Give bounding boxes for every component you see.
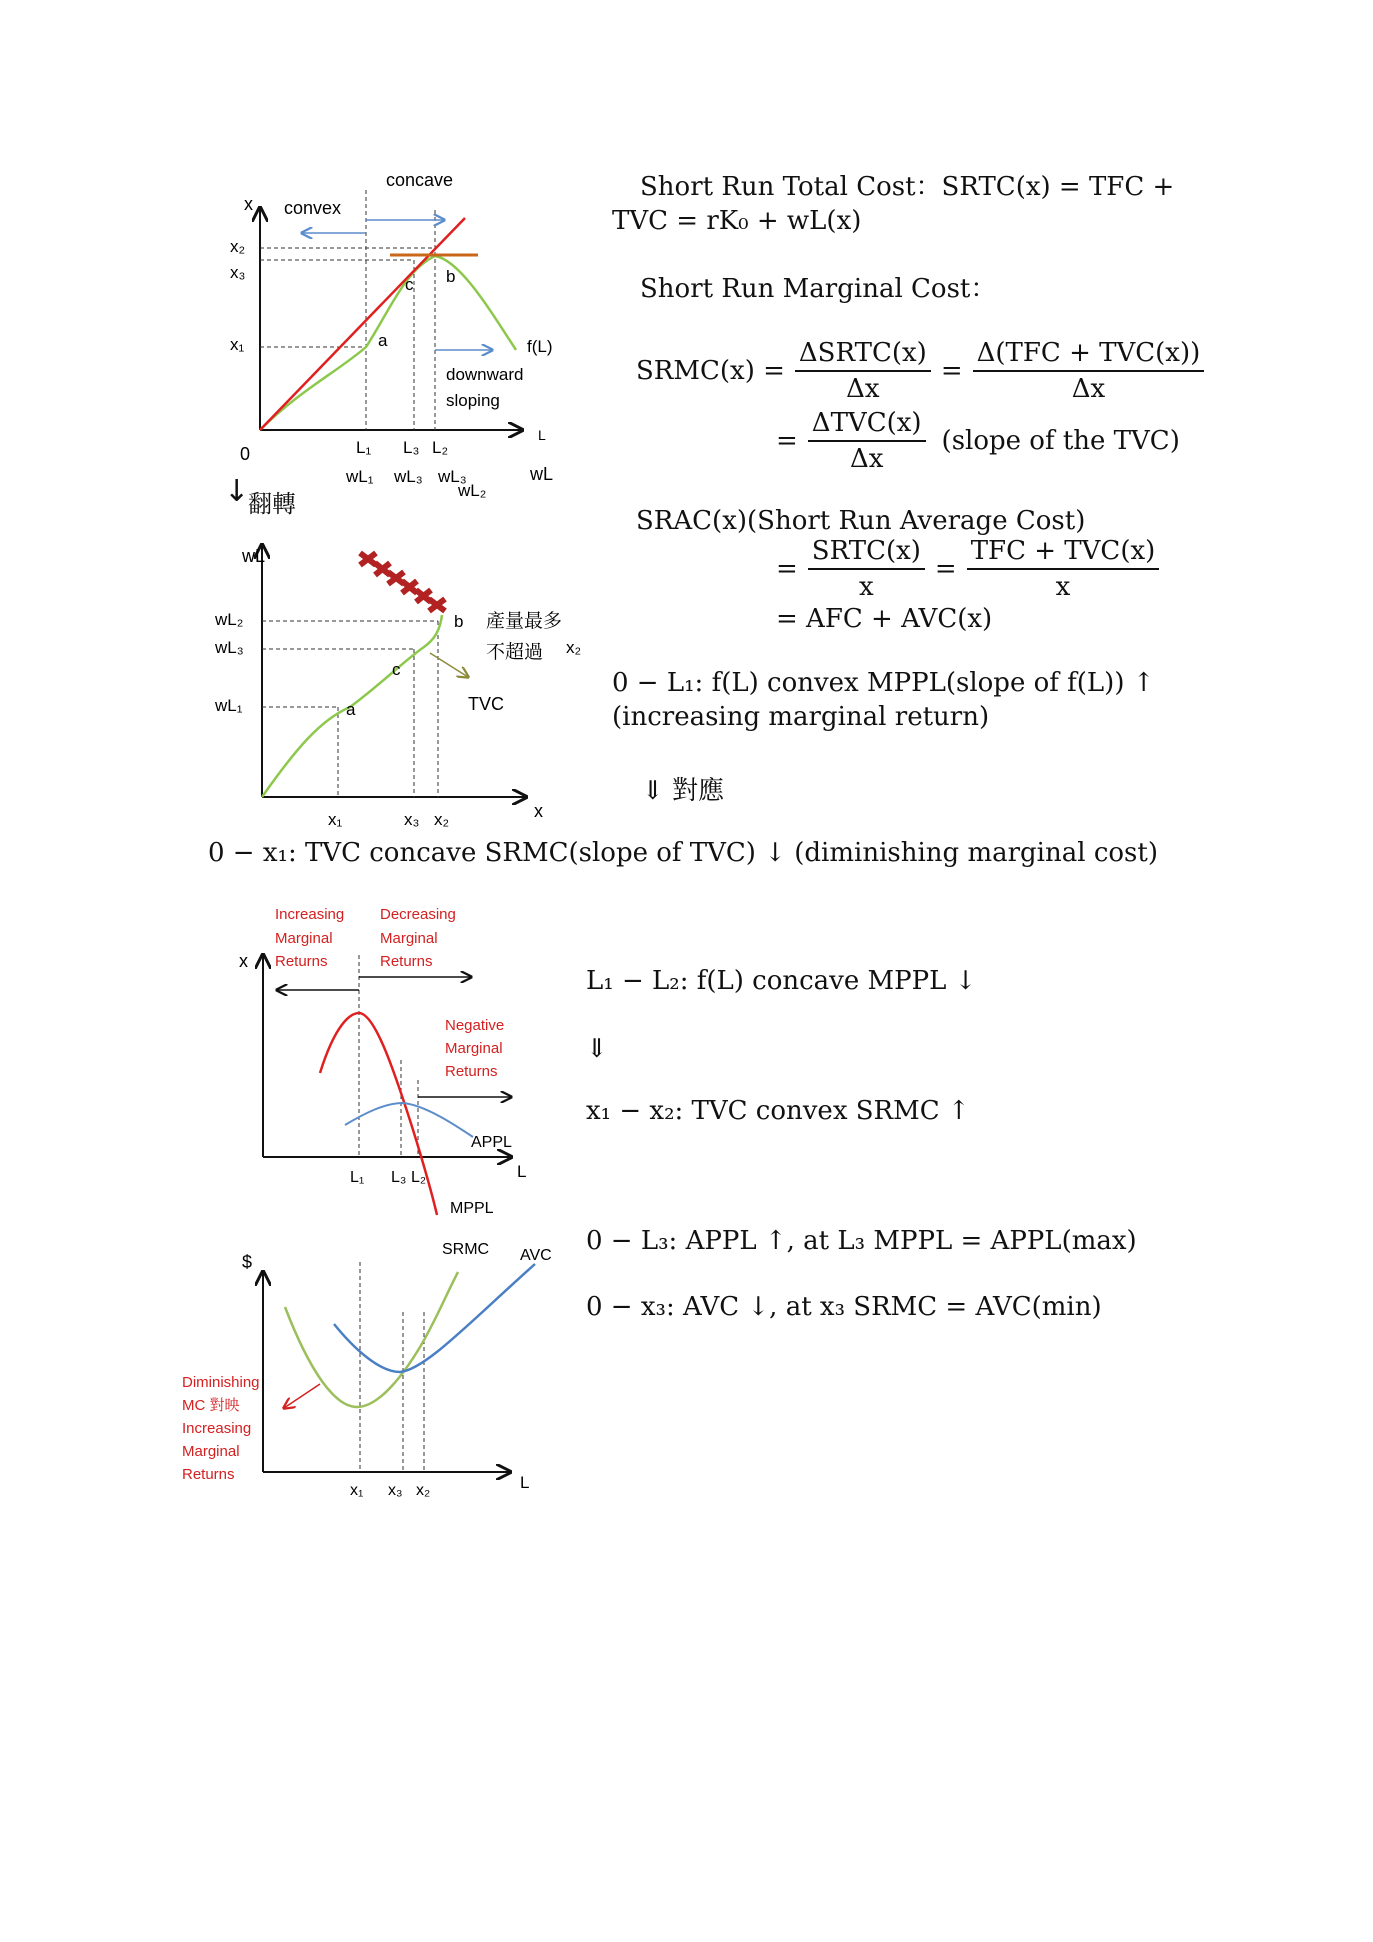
diminishing-pointer	[284, 1384, 320, 1408]
L2-label: L₂	[411, 1169, 427, 1186]
srmc-curve	[285, 1272, 458, 1407]
x3-label: x₃	[404, 810, 420, 829]
flip-arrow: ↓	[224, 474, 250, 509]
x3-label: x₃	[388, 1482, 403, 1499]
diminishing-line-3: Increasing	[182, 1420, 252, 1437]
srmc-fraction-1	[795, 338, 931, 404]
appl-range-line: 0 − L₃: APPL ↑, at L₃ MPPL = APPL(max)	[586, 1226, 1137, 1256]
x2-label: x₂	[230, 237, 246, 256]
x-axis-label: L	[538, 427, 546, 443]
x1-label: x₁	[230, 335, 245, 354]
convex-range-line: x₁ − x₂: TVC convex SRMC ↑	[586, 1096, 970, 1126]
negative-line-3: Returns	[445, 1063, 498, 1080]
f-of-L-label: f(L)	[527, 337, 553, 356]
note-x2: x₂	[566, 638, 582, 657]
avc-range-line: 0 − x₃: AVC ↓, at x₃ SRMC = AVC(min)	[586, 1292, 1102, 1322]
equals: =	[776, 426, 798, 456]
ray-from-origin	[260, 218, 465, 430]
wL2-label: wL₂	[215, 610, 244, 629]
srac-line-3: = AFC + AVC(x)	[776, 604, 993, 634]
tvc-label: TVC	[468, 694, 504, 714]
srmc-f1-numerator: ΔSRTC(x)	[795, 338, 931, 372]
diminishing-line-2: MC 對映	[182, 1397, 240, 1414]
equals: =	[934, 554, 957, 584]
point-b-label: b	[446, 267, 456, 286]
correspond-line: ⇓ 對應	[642, 776, 725, 806]
wL1-label: wL₁	[346, 467, 374, 486]
srac-f1-denominator: x	[859, 572, 874, 602]
down-arrow-line: ⇓	[586, 1034, 608, 1064]
origin-label: 0	[240, 444, 251, 464]
wL-axis-label: wL	[530, 464, 554, 484]
srmc-fraction-2	[973, 338, 1205, 404]
srtc-line-1: Short Run Total Cost：SRTC(x) = TFC +	[640, 172, 1175, 202]
point-a-label: a	[346, 700, 356, 719]
srmc-f2-denominator: Δx	[1071, 374, 1106, 404]
avc-label: AVC	[520, 1247, 552, 1264]
srmc-lhs: SRMC(x) =	[636, 356, 785, 386]
increasing-line-1: Increasing	[275, 906, 345, 923]
diminishing-line-1: Diminishing	[182, 1374, 260, 1391]
wL3-label: wL₃	[394, 467, 423, 486]
note-line-2: 不超過	[486, 642, 544, 663]
y-axis-label: x	[239, 951, 248, 971]
srac-title: SRAC(x)(Short Run Average Cost)	[636, 506, 1086, 536]
srac-f2-denominator: x	[1055, 572, 1071, 602]
srmc-f1-denominator: Δx	[846, 374, 880, 404]
decreasing-line-2: Marginal	[380, 930, 438, 947]
concave-range-line: L₁ − L₂: f(L) concave MPPL ↓	[586, 966, 977, 996]
crossed-out-region	[360, 553, 445, 611]
point-c-label: c	[392, 660, 401, 679]
srmc-fraction-3	[808, 408, 926, 474]
tvc-concave-line: 0 − x₁: TVC concave SRMC(slope of TVC) ↓ (diminishing marginal cost)	[208, 838, 1158, 868]
note-line-1: 產量最多	[486, 611, 563, 632]
srac-equation	[776, 536, 1159, 602]
production-function-figure	[200, 160, 580, 500]
y-axis-label: $	[242, 1252, 253, 1272]
increasing-line-3: Returns	[275, 953, 328, 970]
decreasing-line-3: Returns	[380, 953, 433, 970]
x-axis-label: L	[517, 1162, 527, 1181]
L3-label: L₃	[391, 1169, 407, 1186]
diminishing-line-5: Returns	[182, 1466, 235, 1483]
x-axis-label: L	[520, 1473, 530, 1492]
srtc-line-2: TVC = rK₀ + wL(x)	[612, 206, 862, 236]
point-c-label: c	[405, 275, 414, 294]
mppl-label: MPPL	[450, 1200, 494, 1217]
tvc-pointer	[430, 653, 468, 677]
sloping-label: sloping	[446, 391, 500, 410]
x2-label: x₂	[416, 1482, 431, 1499]
increasing-line-2: Marginal	[275, 930, 333, 947]
mpp-app-figure	[225, 895, 555, 1225]
x3-label: x₃	[230, 263, 246, 282]
srmc-f2-numerator: Δ(TFC + TVC(x))	[973, 338, 1205, 372]
tvc-figure	[200, 535, 620, 835]
negative-line-1: Negative	[445, 1017, 505, 1034]
L3-label: L₃	[403, 438, 420, 457]
srmc-label: SRMC	[442, 1241, 490, 1258]
srmc-title: Short Run Marginal Cost：	[640, 274, 997, 304]
srmc-equation-1	[636, 338, 1204, 404]
srmc-note: (slope of the TVC)	[941, 426, 1180, 456]
downward-label: downward	[446, 365, 524, 384]
srac-f2-numerator: TFC + TVC(x)	[967, 536, 1160, 570]
appl-label: APPL	[471, 1134, 512, 1151]
x1-label: x₁	[350, 1482, 364, 1499]
srac-fraction-2	[967, 536, 1160, 602]
negative-line-2: Marginal	[445, 1040, 503, 1057]
srmc-f3-denominator: Δx	[849, 444, 884, 474]
wL3b-label: wL₃	[438, 467, 467, 486]
point-a-label: a	[378, 331, 388, 350]
convex-line-1: 0 − L₁: f(L) convex MPPL(slope of f(L)) ↑	[612, 668, 1155, 698]
convex-label: convex	[284, 198, 342, 218]
decreasing-line-1: Decreasing	[380, 906, 456, 923]
wL3-label: wL₃	[215, 638, 244, 657]
y-axis-label: x	[244, 194, 253, 214]
equals: =	[776, 554, 798, 584]
L1-label: L₁	[350, 1169, 365, 1186]
x-axis-label: x	[534, 801, 543, 821]
L1-label: L₁	[356, 438, 372, 457]
flip-label: 翻轉	[248, 490, 296, 518]
concave-label: concave	[386, 170, 454, 190]
wL2-label: wL₂	[458, 481, 487, 500]
srmc-equation-2	[776, 408, 1180, 474]
y-axis-label: wL	[242, 546, 266, 566]
L2-label: L₂	[432, 438, 449, 457]
point-b-label: b	[454, 612, 464, 631]
x2-label: x₂	[434, 810, 450, 829]
srac-f1-numerator: SRTC(x)	[808, 536, 925, 570]
wL1-label: wL₁	[215, 696, 243, 715]
cost-curves-figure	[180, 1232, 570, 1512]
srmc-f3-numerator: ΔTVC(x)	[808, 408, 926, 442]
srac-fraction-1	[808, 536, 925, 602]
convex-line-2: (increasing marginal return)	[612, 702, 990, 732]
diminishing-line-4: Marginal	[182, 1443, 240, 1460]
equals: =	[940, 356, 963, 386]
x1-label: x₁	[328, 810, 343, 829]
